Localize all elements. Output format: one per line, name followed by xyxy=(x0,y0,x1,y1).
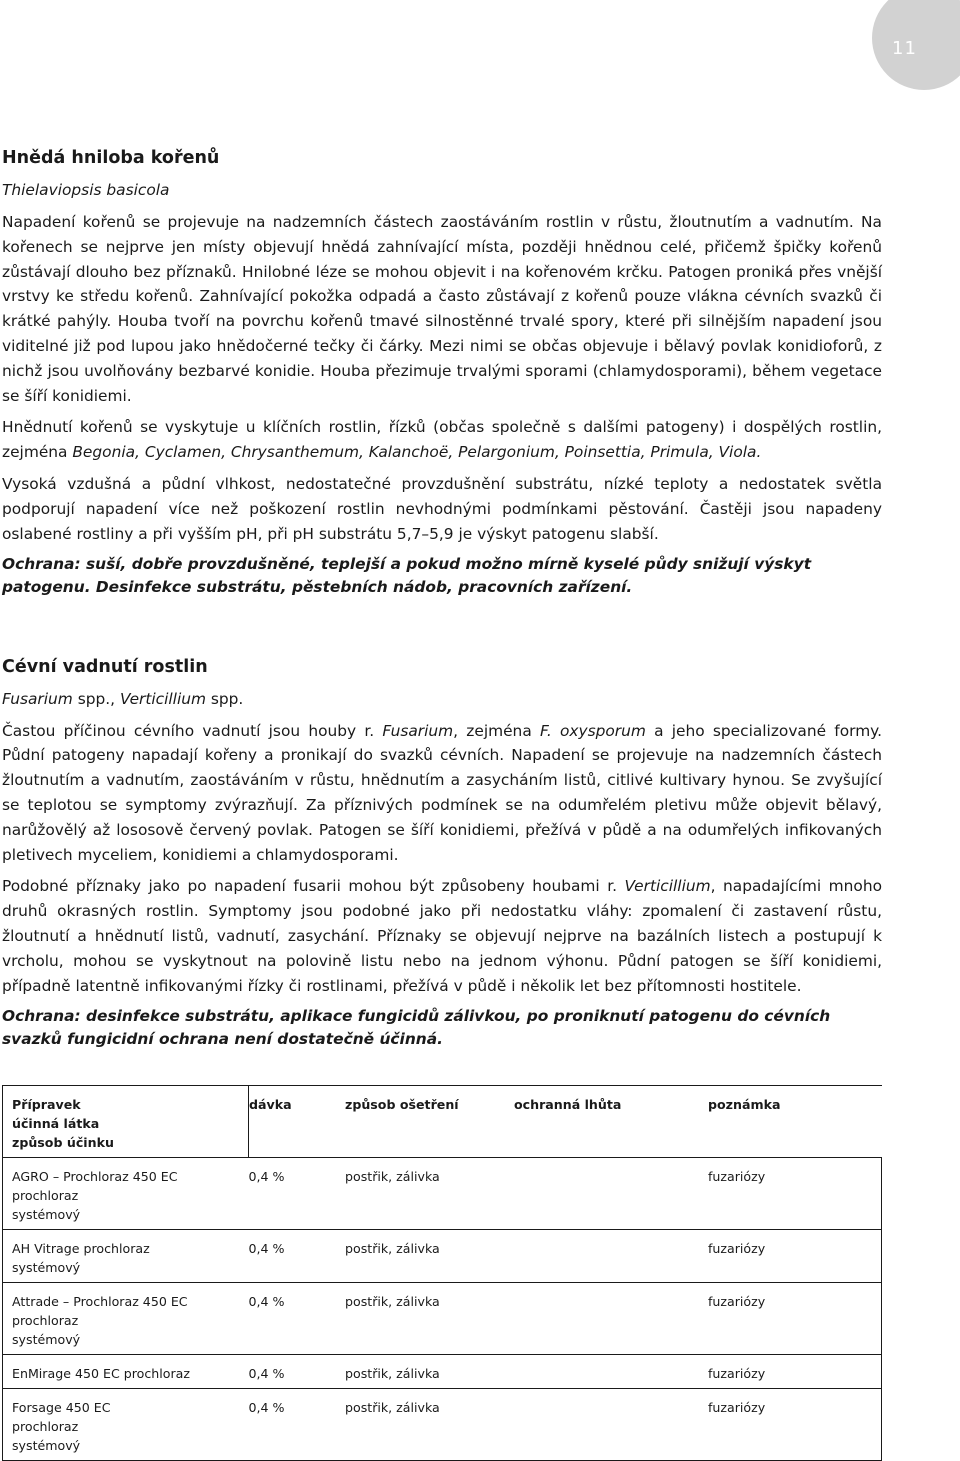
header-dose: dávka xyxy=(249,1086,346,1158)
text: Hnědnutí kořenů se vyskytuje u klíčních rostlin, řízků (občas společně s dalšími patogeny) i dospělých rostlin, zejména xyxy=(2,418,882,462)
product-cell xyxy=(3,1355,249,1389)
method-cell: postřik, zálivka xyxy=(345,1158,514,1230)
product-cell xyxy=(3,1230,249,1283)
table-row xyxy=(3,1230,882,1283)
period-cell xyxy=(514,1230,708,1283)
header-product xyxy=(3,1086,249,1158)
header-line: způsob účinku xyxy=(12,1135,114,1150)
latin-genus: Fusarium xyxy=(2,689,73,708)
protection-note: Ochrana: suší, dobře provzdušněné, teplejší a pokud možno mírně kyselé půdy snižují výskyt patogenu. Desinfekce substrátu, pěstebních nádob, pracovních zařízení. xyxy=(2,555,812,596)
dose-cell: 0,4 % xyxy=(249,1158,346,1230)
product-line: systémový xyxy=(12,1207,81,1222)
page-number-badge xyxy=(872,0,960,90)
page-number: 11 xyxy=(892,38,917,59)
product-line: prochloraz xyxy=(12,1419,79,1434)
product-line: Attrade – Prochloraz 450 EC xyxy=(12,1294,188,1309)
section-brown-root-rot xyxy=(2,146,882,599)
note-cell: fuzariózy xyxy=(708,1355,882,1389)
latin-genus: Verticillium xyxy=(624,877,711,896)
product-line: Forsage 450 EC xyxy=(12,1400,111,1415)
paragraph: Vysoká vzdušná a půdní vlhkost, nedostatečné provzdušnění substrátu, nízké teploty a nedostatek světla podporují napadení více než poškození rostlin nevhodnými podmínkami pěstování. Častěji jsou napadeny oslabené rostliny a při vyšším pH, při pH substrátu 5,7–5,9 je výskyt patogenu slabší. xyxy=(2,474,882,543)
header-note: poznámka xyxy=(708,1086,882,1158)
section-vascular-wilt xyxy=(2,655,882,1051)
method-cell: postřik, zálivka xyxy=(345,1283,514,1355)
product-line: systémový xyxy=(12,1332,81,1347)
latin-genus: Verticillium xyxy=(119,689,206,708)
header-line: účinná látka xyxy=(12,1116,100,1131)
protection-note: Ochrana: desinfekce substrátu, aplikace fungicidů zálivkou, po proniknutí patogenu do cévních svazků fungicidní ochrana není dostatečně účinná. xyxy=(2,1007,831,1048)
paragraph xyxy=(2,415,882,465)
fungicide-table xyxy=(2,1085,882,1461)
paragraph: Napadení kořenů se projevuje na nadzemních částech zaostáváním rostlin v růstu, žloutnutím a vadnutím. Na kořenech se nejprve jen místy objevují hnědá zahnívající místa, později hnědnou celé, přičemž špičky kořenů zůstávají dlouho bez příznaků. Hnilobné léze se mohou objevit i na kořenovém krčku. Patogen proniká přes vnější vrstvy ke středu kořenů. Zahnívající pokožka odpadá a často zůstávají z kořenů pouze vlákna cévních svazků či krátké pahýly. Houba tvoří na povrchu kořenů tmavé silnostěnné trvalé spory, které při silnějším napadení jsou viditelné již pod lupou jako hnědočerné tečky či čárky. Mezi nimi se občas objevuje i bělavý povlak konidioforů, z nichž jsou uvolňovány bezbarvé konidie. Houba přezimuje trvalými sporami (chlamydosporami), během vegetace se šíří konidiemi. xyxy=(2,213,882,405)
latin-genus: Fusarium xyxy=(382,721,454,740)
product-line: AGRO – Prochloraz 450 EC xyxy=(12,1169,178,1184)
host-genera: Begonia, Cyclamen, Chrysanthemum, Kalanchoë, Pelargonium, Poinsettia, Primula, Viola. xyxy=(72,443,762,462)
dose-cell: 0,4 % xyxy=(249,1355,346,1389)
dose-cell: 0,4 % xyxy=(249,1283,346,1355)
table-row xyxy=(3,1158,882,1230)
product-line: systémový xyxy=(12,1260,81,1275)
text: spp., xyxy=(72,689,120,708)
header-protective-period: ochranná lhůta xyxy=(514,1086,708,1158)
period-cell xyxy=(514,1283,708,1355)
text: spp. xyxy=(205,689,244,708)
product-line: prochloraz xyxy=(12,1313,79,1328)
text: , napadajícími mnoho druhů okrasných rostlin. Symptomy jsou podobné jako při nedostatku vláhy: zpomalení či zastavení růstu, žloutnutí a hnědnutí listů, vadnutí, zasychání. Příznaky se objevují nejprve na bazálních listech a postupují k vrcholu, mohou se vyskytnout na polovině listu nebo na jednom výhonu. Půdní patogen se šíří konidiemi, případně latentně infikovanými řízky či rostlinami, přežívá v půdě i několik let bez přítomnosti hostitele. xyxy=(2,877,882,995)
section-title: Hnědá hniloba kořenů xyxy=(2,148,220,168)
product-line: AH Vitrage prochloraz xyxy=(12,1241,150,1256)
header-line: Přípravek xyxy=(12,1097,81,1112)
table-row xyxy=(3,1283,882,1355)
dose-cell: 0,4 % xyxy=(249,1389,346,1461)
dose-cell: 0,4 % xyxy=(249,1230,346,1283)
note-cell: fuzariózy xyxy=(708,1158,882,1230)
pathogen-latin-name: Thielaviopsis basicola xyxy=(2,181,170,199)
method-cell: postřik, zálivka xyxy=(345,1355,514,1389)
method-cell: postřik, zálivka xyxy=(345,1389,514,1461)
document-body xyxy=(2,146,882,1058)
table-row xyxy=(3,1355,882,1389)
product-line: EnMirage 450 EC prochloraz xyxy=(12,1366,190,1381)
text: Častou příčinou cévního vadnutí jsou houby r. xyxy=(2,721,383,740)
product-line: systémový xyxy=(12,1438,81,1453)
note-cell: fuzariózy xyxy=(708,1389,882,1461)
table-header-row xyxy=(3,1086,882,1158)
header-method: způsob ošetření xyxy=(345,1086,514,1158)
product-line: prochloraz xyxy=(12,1188,79,1203)
paragraph xyxy=(2,874,882,998)
product-cell xyxy=(3,1158,249,1230)
pathogen-latin-name xyxy=(2,687,882,711)
text: , zejména xyxy=(453,721,540,740)
product-cell xyxy=(3,1283,249,1355)
method-cell: postřik, zálivka xyxy=(345,1230,514,1283)
note-cell: fuzariózy xyxy=(708,1283,882,1355)
section-title: Cévní vadnutí rostlin xyxy=(2,656,208,677)
period-cell xyxy=(514,1355,708,1389)
paragraph xyxy=(2,719,882,868)
latin-species: F. oxysporum xyxy=(539,721,646,740)
text: Podobné příznaky jako po napadení fusarii mohou být způsobeny houbami r. xyxy=(2,877,625,896)
period-cell xyxy=(514,1158,708,1230)
note-cell: fuzariózy xyxy=(708,1230,882,1283)
text: a jeho specializované formy. Půdní patogeny napadají kořeny a pronikají do svazků cévních. Napadení se projevuje na nadzemních částech žloutnutím a vadnutím, zaostáváním v růstu, hnědnutím a zasycháním listů, citlivé kultivary hynou. Se zvyšující se teplotou se symptomy zvýrazňují. Za příznivých podmínek se na odumřelém pletivu může objevit bělavý, narůžovělý až lososově červený povlak. Patogen se šíří konidiemi, přežívá v půdě a na odumřelých infikovaných pletivech myceliem, konidiemi a chlamydosporami. xyxy=(2,721,882,864)
